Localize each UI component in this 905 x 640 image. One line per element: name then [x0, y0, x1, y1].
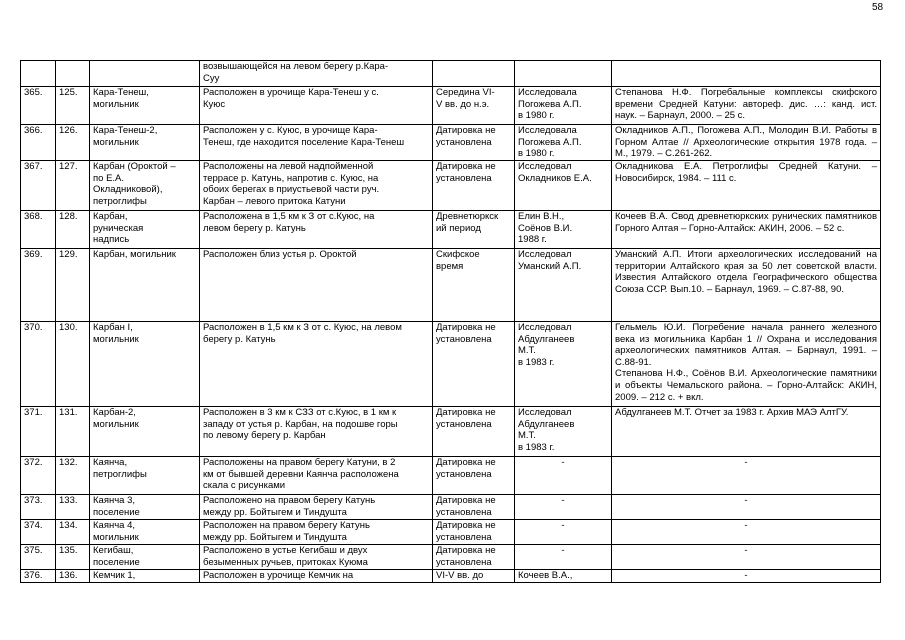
- cell-location: Расположен в 3 км к СЗЗ от с.Куюс, в 1 км к западу от устья р. Карбан, на подошве горы по левому берегу р. Карбан: [200, 407, 433, 457]
- cell-site-name: Каянча 3, поселение: [90, 495, 200, 520]
- cell-researcher: Кочеев В.А.,: [515, 570, 612, 583]
- cell-literature: -: [612, 570, 881, 583]
- cell-researcher: Исследовала Погожева А.П. в 1980 г.: [515, 125, 612, 161]
- cell-local-number: 130.: [56, 322, 90, 407]
- cell-literature: Кочеев В.А. Свод древнетюркских рунических памятников Горного Алтая – Горно-Алтайск: АКИН, 2006. – 52 с.: [612, 211, 881, 249]
- cell-number: 368.: [21, 211, 56, 249]
- cell-location: Расположен близ устья р. Ороктой: [200, 249, 433, 322]
- cell-dating: Середина VI- V вв. до н.э.: [433, 87, 515, 125]
- cell-number: 372.: [21, 457, 56, 495]
- cell-literature: Гельмель Ю.И. Погребение начала раннего железного века из могильника Карбан 1 // Охрана и исследования археологических памятников Алтая. – Барнаул, 1991. – С.88-91. Степанова Н.Ф., Соёнов В.И. Археологические памятники и объекты Чемальского района. – Горно-Алтайск: АКИН, 2009. – 212 с. + вкл.: [612, 322, 881, 407]
- cell-literature: -: [612, 457, 881, 495]
- cell-researcher: Исследовал Уманский А.П.: [515, 249, 612, 322]
- cell-number: 373.: [21, 495, 56, 520]
- cell-researcher: Исследовал Абдулганеев М.Т. в 1983 г.: [515, 322, 612, 407]
- cell-researcher: Исследовала Погожева А.П. в 1980 г.: [515, 87, 612, 125]
- cell-local-number: 131.: [56, 407, 90, 457]
- cell-local-number: 135.: [56, 545, 90, 570]
- cell-site-name: Каянча, петроглифы: [90, 457, 200, 495]
- cell-number: 375.: [21, 545, 56, 570]
- cell-researcher: -: [515, 520, 612, 545]
- cell-literature: Абдулганеев М.Т. Отчет за 1983 г. Архив МАЭ АлтГУ.: [612, 407, 881, 457]
- cell-literature: Окладников А.П., Погожева А.П., Молодин В.И. Работы в Горном Алтае // Археологические открытия 1978 года. – М., 1979. – С.261-262.: [612, 125, 881, 161]
- cell-researcher: Елин В.Н., Соёнов В.И. 1988 г.: [515, 211, 612, 249]
- table-row: [21, 61, 881, 87]
- cell-number: 370.: [21, 322, 56, 407]
- cell-location: Расположены на правом берегу Катуни, в 2 км от бывшей деревни Каянча расположена скала с рисунками: [200, 457, 433, 495]
- cell-location: Расположен у с. Куюс, в урочище Кара- Тенеш, где находится поселение Кара-Тенеш: [200, 125, 433, 161]
- cell-site-name: Карбан, руническая надпись: [90, 211, 200, 249]
- table-row: [21, 249, 881, 322]
- cell-local-number: 136.: [56, 570, 90, 583]
- cell-local-number: 128.: [56, 211, 90, 249]
- cell-number: 365.: [21, 87, 56, 125]
- cell-location: Расположены на левой надпойменной террасе р. Катунь, напротив с. Куюс, на обоих берегах в приустьевой части руч. Карбан – левого притока Катуни: [200, 161, 433, 211]
- cell-dating: Датировка не установлена: [433, 125, 515, 161]
- cell-literature: -: [612, 545, 881, 570]
- table-row: [21, 457, 881, 495]
- cell-location: возвышающейся на левом берегу р.Кара- Суу: [200, 61, 433, 87]
- cell-site-name: Кара-Тенеш-2, могильник: [90, 125, 200, 161]
- table-row: [21, 570, 881, 583]
- page-number: 58: [872, 2, 884, 13]
- cell-dating: Датировка не установлена: [433, 161, 515, 211]
- cell-dating: Древнетюркск ий период: [433, 211, 515, 249]
- cell-literature: Уманский А.П. Итоги археологических исследований на территории Алтайского края за 50 лет советской власти. Известия Алтайского отдела Географического общества Союза ССР. Вып.10. – Барнаул, 1969. – С.87-88, 90.: [612, 249, 881, 322]
- cell-local-number: 134.: [56, 520, 90, 545]
- cell-dating: VI-V вв. до: [433, 570, 515, 583]
- cell-site-name: Каянча 4, могильник: [90, 520, 200, 545]
- cell-local-number: 127.: [56, 161, 90, 211]
- cell-site-name: Карбан, могильник: [90, 249, 200, 322]
- cell-location: Расположен на правом берегу Катунь между рр. Бойтыгем и Тиндушта: [200, 520, 433, 545]
- cell-dating: Датировка не установлена: [433, 407, 515, 457]
- cell-number: [21, 61, 56, 87]
- cell-local-number: 133.: [56, 495, 90, 520]
- cell-literature: -: [612, 495, 881, 520]
- cell-local-number: 132.: [56, 457, 90, 495]
- cell-dating: Датировка не установлена: [433, 457, 515, 495]
- cell-researcher: -: [515, 457, 612, 495]
- cell-site-name: Кемчик 1,: [90, 570, 200, 583]
- table-row: [21, 211, 881, 249]
- cell-site-name: Карбан I, могильник: [90, 322, 200, 407]
- cell-site-name: Кара-Тенеш, могильник: [90, 87, 200, 125]
- cell-number: 366.: [21, 125, 56, 161]
- cell-researcher: Исследовал Абдулганеев М.Т. в 1983 г.: [515, 407, 612, 457]
- cell-number: 367.: [21, 161, 56, 211]
- table-row: [21, 545, 881, 570]
- cell-number: 374.: [21, 520, 56, 545]
- cell-dating: Датировка не установлена: [433, 322, 515, 407]
- table-row: [21, 520, 881, 545]
- cell-literature: [612, 61, 881, 87]
- cell-location: Расположен в урочище Кемчик на: [200, 570, 433, 583]
- cell-number: 376.: [21, 570, 56, 583]
- table-row: [21, 161, 881, 211]
- cell-dating: [433, 61, 515, 87]
- cell-location: Расположена в 1,5 км к З от с.Куюс, на левом берегу р. Катунь: [200, 211, 433, 249]
- cell-local-number: 126.: [56, 125, 90, 161]
- cell-dating: Скифское время: [433, 249, 515, 322]
- cell-researcher: Исследовал Окладников Е.А.: [515, 161, 612, 211]
- table-row: [21, 125, 881, 161]
- cell-local-number: 125.: [56, 87, 90, 125]
- cell-site-name: Кегибаш, поселение: [90, 545, 200, 570]
- table-row: [21, 407, 881, 457]
- cell-location: Расположено в устье Кегибаш и двух безыменных ручьев, притоках Куюма: [200, 545, 433, 570]
- cell-literature: -: [612, 520, 881, 545]
- cell-location: Расположен в 1,5 км к З от с. Куюс, на левом берегу р. Катунь: [200, 322, 433, 407]
- table-row: [21, 322, 881, 407]
- cell-site-name: Карбан-2, могильник: [90, 407, 200, 457]
- cell-researcher: -: [515, 545, 612, 570]
- cell-site-name: Карбан (Ороктой – по Е.А. Окладниковой), петроглифы: [90, 161, 200, 211]
- cell-dating: Датировка не установлена: [433, 520, 515, 545]
- cell-number: 369.: [21, 249, 56, 322]
- cell-local-number: [56, 61, 90, 87]
- sites-table: [20, 60, 881, 583]
- cell-researcher: [515, 61, 612, 87]
- cell-researcher: -: [515, 495, 612, 520]
- cell-literature: Степанова Н.Ф. Погребальные комплексы скифского времени Средней Катуни: автореф. дис. …: канд. ист. наук. – Барнаул, 2000. – 25 с.: [612, 87, 881, 125]
- table-row: [21, 495, 881, 520]
- cell-literature: Окладникова Е.А. Петроглифы Средней Катуни. – Новосибирск, 1984. – 111 с.: [612, 161, 881, 211]
- cell-dating: Датировка не установлена: [433, 545, 515, 570]
- table-row: [21, 87, 881, 125]
- cell-location: Расположен в урочище Кара-Тенеш у с. Куюс: [200, 87, 433, 125]
- cell-local-number: 129.: [56, 249, 90, 322]
- cell-number: 371.: [21, 407, 56, 457]
- cell-location: Расположено на правом берегу Катунь между рр. Бойтыгем и Тиндушта: [200, 495, 433, 520]
- cell-dating: Датировка не установлена: [433, 495, 515, 520]
- cell-site-name: [90, 61, 200, 87]
